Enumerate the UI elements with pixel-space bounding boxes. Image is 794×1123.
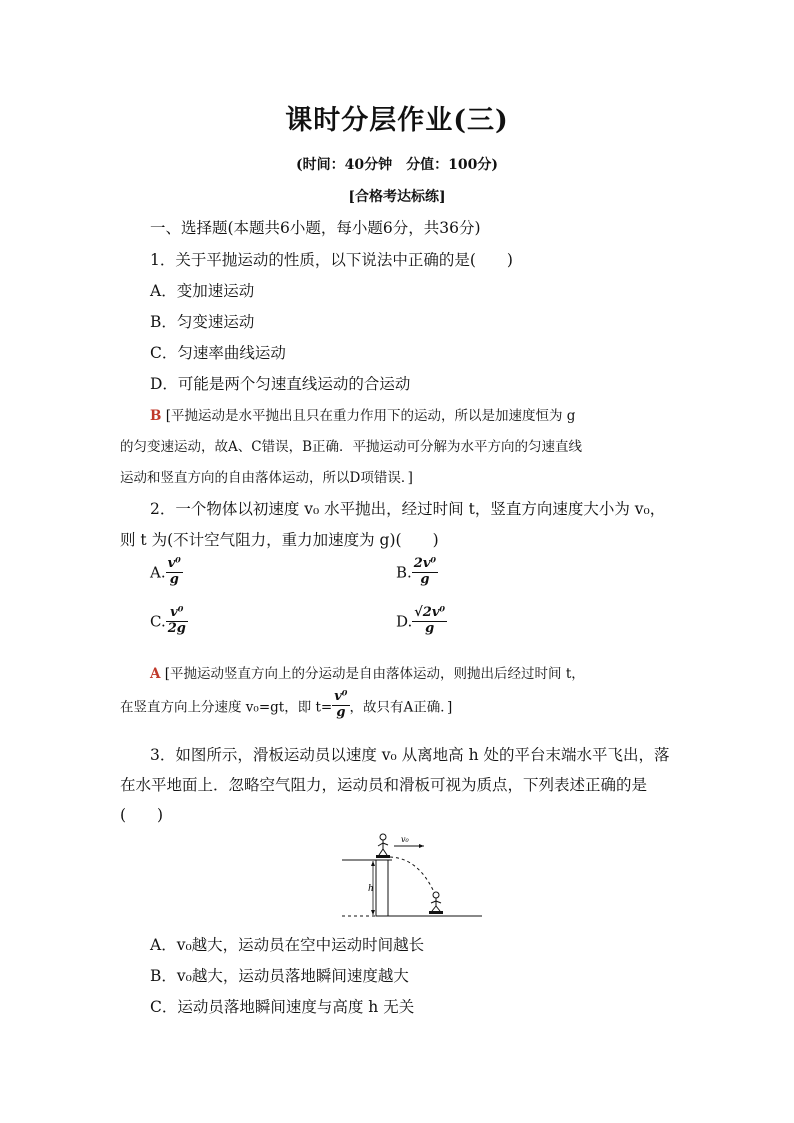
q1-explanation-line-3: 运动和竖直方向的自由落体运动，所以D项错误．] — [120, 470, 413, 486]
velocity-arrowhead — [419, 844, 424, 848]
q2-option-c-label: C. — [150, 612, 166, 631]
q1-explanation-line-2: 的匀变速运动，故A、C错误，B正确．平抛运动可分解为水平方向的匀速直线 — [120, 439, 582, 455]
q1-option-a: A．变加速运动 — [150, 282, 255, 300]
q1-stem: 1．关于平抛运动的性质，以下说法中正确的是( ) — [150, 251, 513, 269]
q2-explanation-pre: 在竖直方向上分速度 v₀=gt，即 t= — [120, 699, 333, 716]
q2-explanation-line-2 — [120, 690, 452, 721]
q2-option-b-numerator: 2v⁰ — [413, 556, 437, 571]
q2-explanation-frac-den: g — [336, 704, 346, 720]
q2-answer-letter: A — [150, 666, 161, 682]
q3-stem-line-2: 在水平地面上．忽略空气阻力，运动员和滑板可视为质点，下列表述正确的是 — [120, 776, 648, 794]
q2-option-c — [150, 606, 188, 637]
q2-option-c-numerator: v⁰ — [166, 606, 188, 622]
q2-stem-line-2: 则 t 为(不计空气阻力，重力加速度为 g)( ) — [120, 531, 439, 549]
trajectory-path — [390, 857, 434, 892]
height-label: h — [368, 884, 374, 894]
q1-option-c: C．匀速率曲线运动 — [150, 344, 286, 362]
q2-option-d-denominator: g — [425, 620, 435, 636]
q2-explanation-post: ，故只有A正确．] — [349, 699, 453, 716]
skateboard-bottom — [429, 911, 443, 914]
q2-option-b — [396, 557, 438, 588]
velocity-label: v₀ — [401, 835, 409, 844]
q1-explanation-text-1: [平抛运动是水平抛出且只在重力作用下的运动，所以是加速度恒为 g — [165, 408, 576, 424]
q3-stem-line-3: ( ) — [120, 806, 164, 824]
platform-pillar — [376, 860, 388, 916]
q1-option-b: B．匀变速运动 — [150, 313, 255, 331]
section-heading: [合格考达标练] — [348, 189, 446, 205]
q3-stem-line-1: 3．如图所示，滑板运动员以速度 v₀ 从离地高 h 处的平台末端水平飞出，落 — [150, 746, 670, 764]
height-arrow-up — [371, 861, 375, 866]
q2-option-b-denominator: g — [420, 571, 430, 587]
q3-option-b: B．v₀越大，运动员落地瞬间速度越大 — [150, 967, 409, 985]
q2-option-a-label: A. — [150, 563, 166, 582]
q3-option-c: C．运动员落地瞬间速度与高度 h 无关 — [150, 998, 415, 1016]
skater-bottom-head — [433, 892, 439, 898]
height-arrow-down — [371, 910, 375, 915]
q2-explanation-text-1: [平抛运动竖直方向上的分运动是自由落体运动，则抛出后经过时间 t， — [164, 666, 585, 682]
part-heading: 一、选择题(本题共6小题，每小题6分，共36分) — [150, 219, 481, 237]
page-title: 课时分层作业(三) — [285, 105, 509, 136]
q1-option-d: D．可能是两个匀速直线运动的合运动 — [150, 375, 411, 393]
skateboard-top — [376, 855, 390, 858]
time-score-info: (时间：40分钟 分值：100分) — [296, 157, 498, 173]
q2-option-d-label: D. — [396, 612, 413, 631]
q2-explanation-line-1 — [150, 662, 585, 682]
q2-option-a-denominator: g — [169, 571, 179, 587]
q2-option-d-numerator: √2v⁰ — [414, 605, 446, 620]
skater-top-head — [380, 834, 386, 840]
q2-option-a — [150, 557, 183, 588]
q2-explanation-frac-num: v⁰ — [334, 689, 348, 704]
q2-option-b-label: B. — [396, 563, 412, 582]
q3-option-a: A．v₀越大，运动员在空中运动时间越长 — [150, 936, 425, 954]
q1-explanation-line-1 — [150, 404, 575, 424]
q2-option-a-numerator: v⁰ — [167, 556, 181, 571]
q2-option-c-denominator: 2g — [167, 620, 186, 636]
q1-answer-letter: B — [150, 408, 162, 424]
q2-option-d — [396, 606, 447, 637]
skateboarder-figure — [340, 828, 490, 923]
q2-stem-line-1: 2．一个物体以初速度 v₀ 水平抛出，经过时间 t，竖直方向速度大小为 v₀， — [150, 500, 666, 518]
